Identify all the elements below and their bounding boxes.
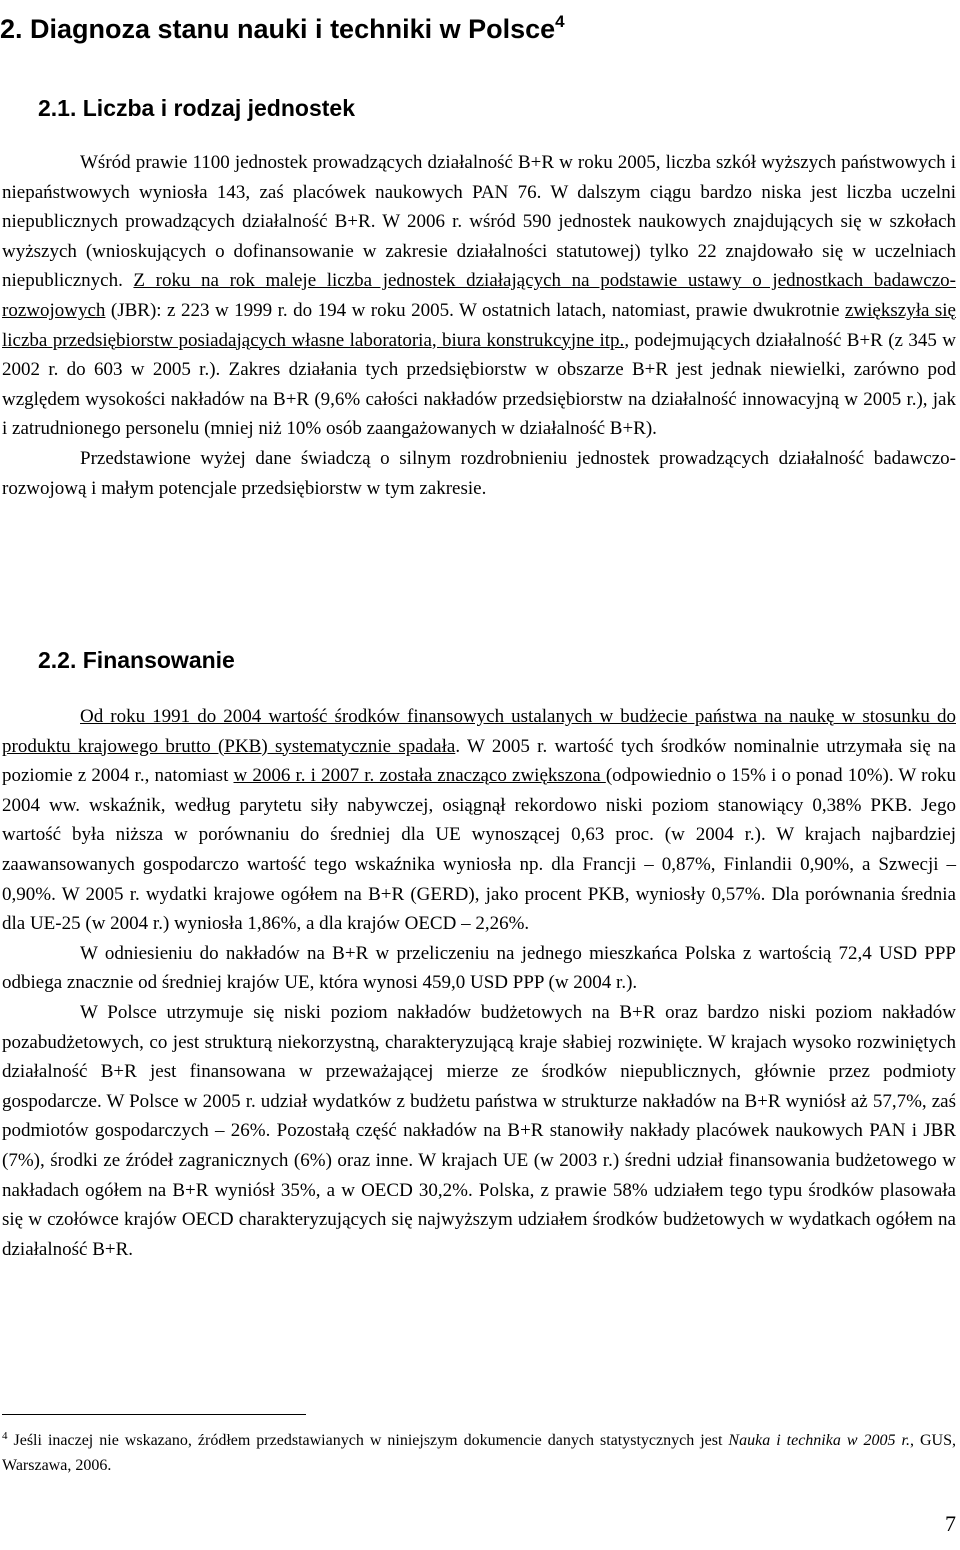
section-heading-2-1: 2.1. Liczba i rodzaj jednostek bbox=[38, 95, 355, 121]
section-body-2-2 bbox=[2, 702, 956, 1264]
page-title bbox=[0, 6, 565, 45]
text-run: (JBR): z 223 w 1999 r. do 194 w roku 2005. W ostatnich latach, natomiast, prawie dwukrotnie bbox=[105, 299, 845, 321]
paragraph bbox=[2, 148, 956, 444]
text-run: . W 2005 r. wartość tych środków nominalnie utrzymała się na poziomie z 2004 r., natomiast bbox=[2, 735, 956, 787]
underlined-text: w 2006 r. i 2007 r. została znacząco zwiększona bbox=[233, 765, 606, 787]
title-text: 2. Diagnoza stanu nauki i techniki w Polsce bbox=[0, 14, 556, 44]
text-run: Wśród prawie 1100 jednostek prowadzących działalność B+R w roku 2005, liczba szkół wyższych państwowych i niepaństwowych wyniosła 143, zaś placówek naukowych PAN 76. W dalszym ciągu bardzo niska jest liczba uczelni niepublicznych prowadzących działalność B+R. W 2006 r. wśród 590 jednostek naukowych znajdujących się w szkołach wyższych (wnioskujących o dofinansowanie w zakresie działalności statutowej) tylko 22 znajdowało się w uczelniach niepublicznych. bbox=[2, 152, 956, 292]
paragraph: W odniesieniu do nakładów na B+R w przeliczeniu na jednego mieszkańca Polska z wartością 72,4 USD PPP odbiega znacznie od średniej krajów UE, która wynosi 459,0 USD PPP (w 2004 r.). bbox=[2, 942, 956, 994]
paragraph bbox=[2, 702, 956, 939]
footnote bbox=[2, 1424, 956, 1478]
footnote-text: , GUS, Warszawa, 2006. bbox=[2, 1432, 956, 1474]
section-heading-2-2: 2.2. Finansowanie bbox=[38, 647, 235, 673]
paragraph: W Polsce utrzymuje się niski poziom nakładów budżetowych na B+R oraz bardzo niski poziom nakładów pozabudżetowych, co jest strukturą niekorzystną, charakteryzującą kraje słabiej rozwinięte. W krajach wysoko rozwiniętych działalność B+R jest finansowana w przeważającej mierze ze środków niepublicznych, głównie przez podmioty gospodarcze. W Polsce w 2005 r. udział wydatków z budżetu państwa w strukturze nakładów na B+R wyniósł aż 57,7%, zaś podmiotów gospodarczych – 26%. Pozostałą część nakładów na B+R stanowiły nakłady placówek naukowych PAN i JBR (7%), środki ze źródeł zagranicznych (6%) oraz inne. W krajach UE (w 2003 r.) średni udział finansowania budżetowego w nakładach ogółem na B+R wyniósł 35%, a w OECD 30,2%. Polska, z prawie 58% udziałem tego typu środków plasowała się w czołówce krajów OECD charakteryzujących się najwyższym udziałem środków budżetowych w wydatkach ogółem na działalność B+R. bbox=[2, 1001, 956, 1260]
footnote-source-title: Nauka i technika w 2005 r. bbox=[728, 1432, 910, 1449]
underlined-text: Od roku 1991 do 2004 wartość środków finansowych ustalanych w budżecie państwa na naukę w stosunku do produktu krajowego brutto (PKB) systematycznie spadała bbox=[2, 706, 956, 757]
footnote-divider bbox=[2, 1414, 306, 1415]
footnote-marker[interactable]: 4 bbox=[555, 12, 565, 31]
section-body-2-1 bbox=[2, 148, 956, 503]
text-run: (odpowiednio o 15% i o ponad 10%). W roku 2004 ww. wskaźnik, według parytetu siły nabywczej, osiągnął rekordowo niski poziom stanowiący 0,38% PKB. Jego wartość była niższa w porównaniu do średniej dla UE wynoszącej 0,63 proc. (w 2004 r.). W krajach najbardziej zaawansowanych gospodarczo wartość tego wskaźnika wyniosła np. dla Francji – 0,87%, Finlandii 0,90%, a Szwecji – 0,90%. W 2005 r. wydatki krajowe ogółem na B+R (GERD), jako procent PKB, wyniosły 0,57%. Dla porównania średnia dla UE-25 (w 2004 r.) wyniosła 1,86%, a dla krajów OECD – 2,26%. bbox=[2, 765, 956, 935]
page-number: 7 bbox=[945, 1511, 956, 1536]
text-run: , podejmujących działalność B+R (z 345 w 2002 r. do 603 w 2005 r.). Zakres działania tych przedsiębiorstw w obszarze B+R jest jednak niewielki, zarówno pod względem wysokości nakładów na B+R (9,6% całości nakładów przedsiębiorstw na działalność innowacyjną w 2005 r.), jak i zatrudnionego personelu (mniej niż 10% osób zaangażowanych w działalność B+R). bbox=[2, 329, 956, 440]
footnote-text: Jeśli inaczej nie wskazano, źródłem przedstawianych w niniejszym dokumencie danych statystycznych jest bbox=[13, 1432, 729, 1449]
underlined-text: zwiększyła się liczba przedsiębiorstw posiadających własne laboratoria, biura konstrukcyjne itp. bbox=[2, 299, 956, 351]
footnote-number: 4 bbox=[2, 1430, 8, 1442]
paragraph: Przedstawione wyżej dane świadczą o silnym rozdrobnieniu jednostek prowadzących działalność badawczo-rozwojową i małym potencjale przedsiębiorstw w tym zakresie. bbox=[2, 447, 956, 499]
underlined-text: Z roku na rok maleje liczba jednostek działających na podstawie ustawy o jednostkach badawczo-rozwojowych bbox=[2, 270, 956, 321]
